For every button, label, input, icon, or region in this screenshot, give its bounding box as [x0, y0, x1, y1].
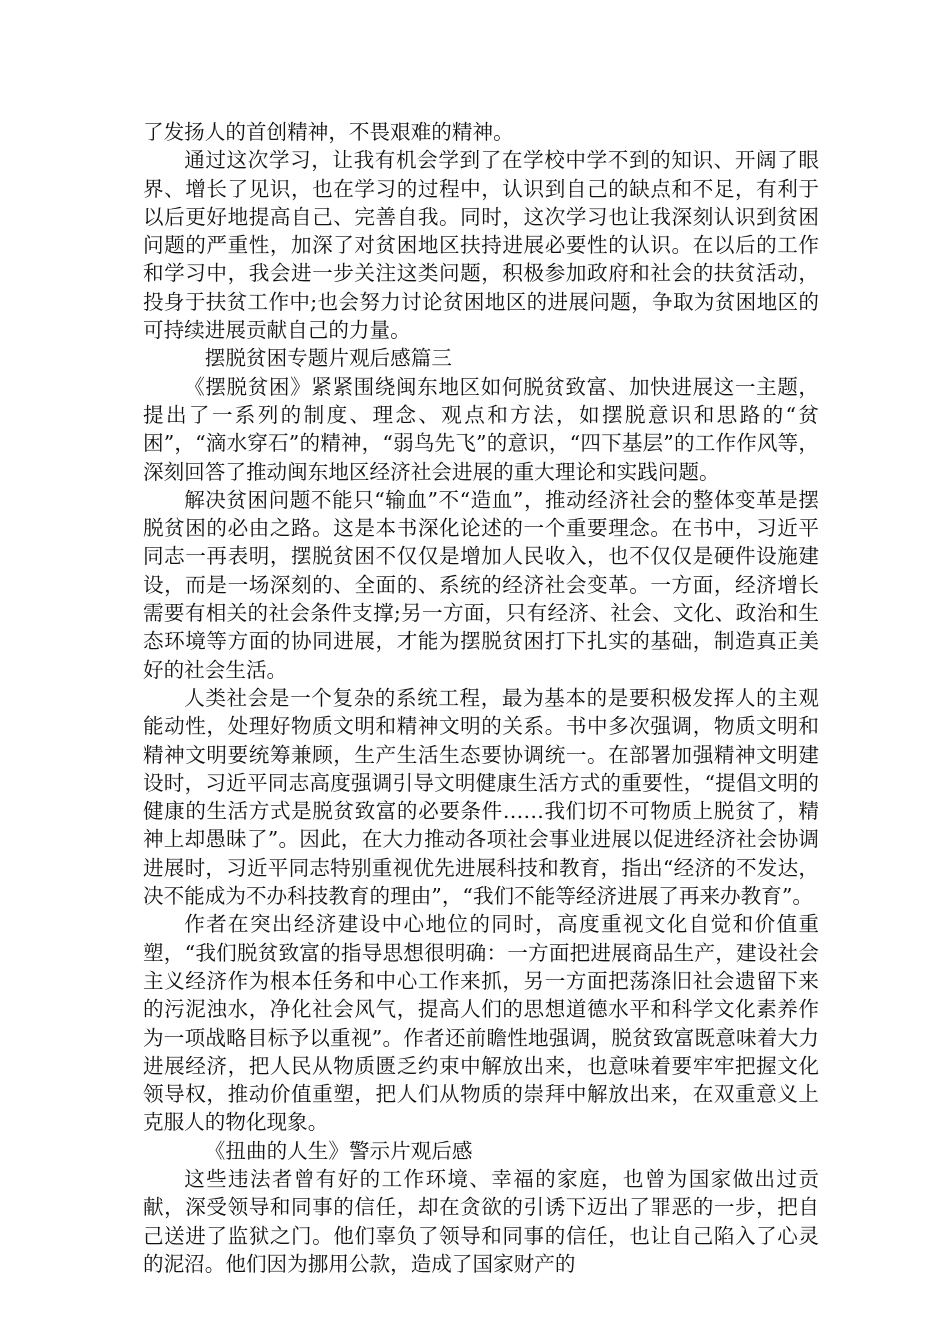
paragraph: 作者在突出经济建设中心地位的同时，高度重视文化自觉和价值重塑，“我们脱贫致富的指导思想很明确：一方面把进展商品生产，建设社会主义经济作为根本任务和中心工作来抓，另一方面把荡涤旧社会遗留下来的污泥浊水，净化社会风气，提高人们的思想道德水平和科学文化素养作为一项战略目标予以重视”。作者还前瞻性地强调，脱贫致富既意味着大力进展经济，把人民从物质匮乏约束中解放出来，也意味着要牢牢把握文化领导权，推动价值重塑，把人们从物质的崇拜中解放出来，在双重意义上克服人的物化现象。 [143, 912, 819, 1135]
paragraph: 《摆脱贫困》紧紧围绕闽东地区如何脱贫致富、加快进展这一主题，提出了一系列的制度、理念、观点和方法，如摆脱意识和思路的“贫困”，“滴水穿石”的精神，“弱鸟先飞”的意识，“四下基层”的工作作风等，深刻回答了推动闽东地区经济社会进展的重大理论和实践问题。 [143, 374, 819, 484]
paragraph: 人类社会是一个复杂的系统工程，最为基本的是要积极发挥人的主观能动性，处理好物质文明和精神文明的关系。书中多次强调，物质文明和精神文明要统筹兼顾，生产生活生态要协调统一。在部署加强精神文明建设时，习近平同志高度强调引导文明健康生活方式的重要性，“提倡文明的健康的生活方式是脱贫致富的必要条件……我们切不可物质上脱贫了，精神上却愚昧了”。因此，在大力推动各项社会事业进展以促进经济社会协调进展时，习近平同志特别重视优先进展科技和教育，指出“经济的不发达，决不能成为不办科技教育的理由”，“我们不能等经济进展了再来办教育”。 [143, 685, 819, 909]
section-heading: 摆脱贫困专题片观后感篇三 [204, 346, 452, 371]
document-body [143, 118, 819, 1278]
paragraph: 通过这次学习，让我有机会学到了在学校中学不到的知识、开阔了眼界、增长了见识，也在学习的过程中，认识到自己的缺点和不足，有利于以后更好地提高自己、完善自我。同时，这次学习也让我深刻认识到贫困问题的严重性，加深了对贫困地区扶持进展必要性的认识。在以后的工作和学习中，我会进一步关注这类问题，积极参加政府和社会的扶贫活动，投身于扶贫工作中;也会努力讨论贫困地区的进展问题，争取为贫困地区的可持续进展贡献自己的力量。 [143, 148, 819, 343]
paragraph: 解决贫困问题不能只“输血”不“造血”，推动经济社会的整体变革是摆脱贫困的必由之路。这是本书深化论述的一个重要理念。在书中，习近平同志一再表明，摆脱贫困不仅仅是增加人民收入，也不仅仅是硬件设施建设，而是一场深刻的、全面的、系统的经济社会变革。一方面，经济增长需要有相关的社会条件支撑;另一方面，只有经济、社会、文化、政治和生态环境等方面的协同进展，才能为摆脱贫困打下扎实的基础，制造真正美好的社会生活。 [143, 487, 819, 682]
section-heading: 《扭曲的人生》警示片观后感 [204, 1138, 473, 1163]
paragraph-continued: 了发扬人的首创精神，不畏艰难的精神。 [143, 120, 514, 144]
paragraph: 这些违法者曾有好的工作环境、幸福的家庭，也曾为国家做出过贡献，深受领导和同事的信任，却在贪欲的引诱下迈出了罪恶的一步，把自己送进了监狱之门。他们辜负了领导和同事的信任，也让自己陷入了心灵的泥沼。他们因为挪用公款，造成了国家财产的 [143, 1166, 819, 1276]
